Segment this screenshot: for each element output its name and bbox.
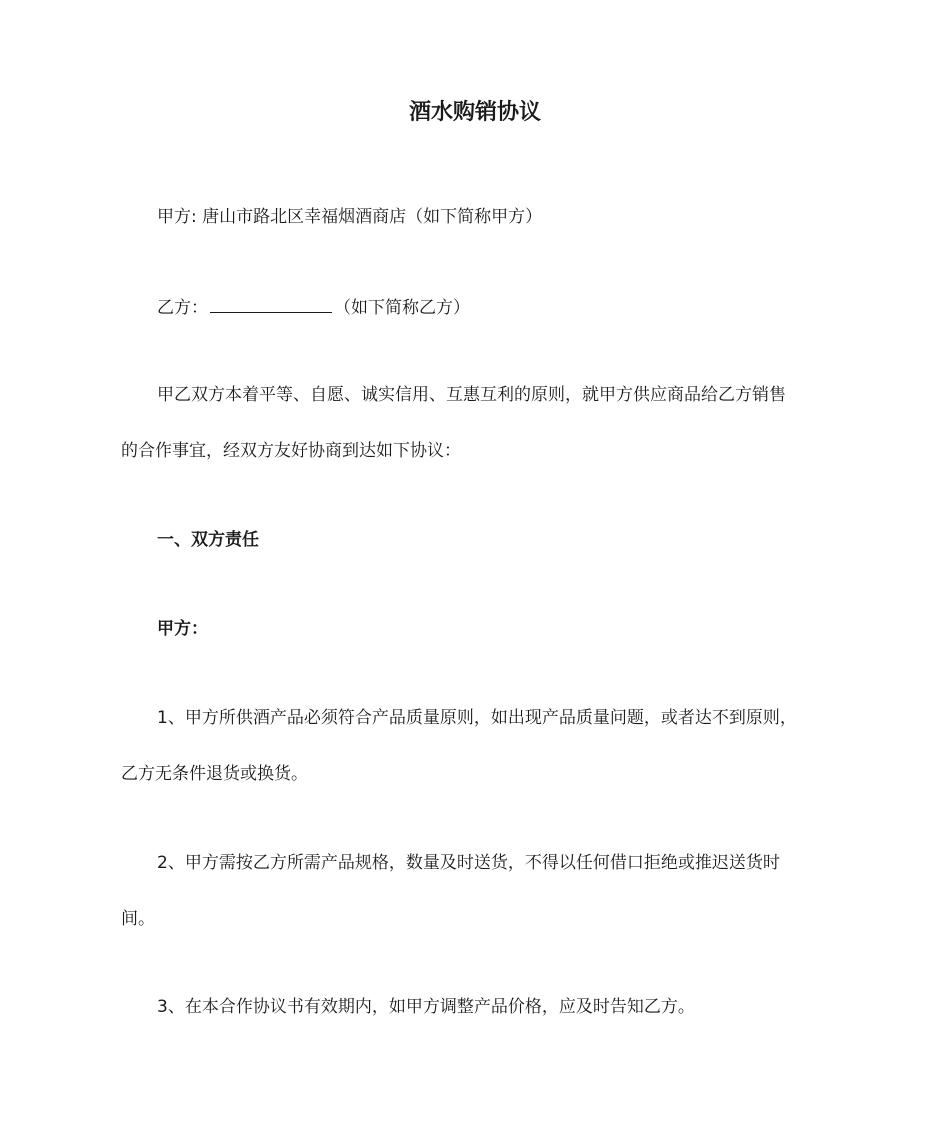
intro-line-1: 甲乙双方本着平等、自愿、诚实信用、互惠互利的原则，就甲方供应商品给乙方销售 — [157, 385, 786, 405]
item-2-line-2: 间。 — [121, 909, 155, 929]
party-a-line: 甲方: 唐山市路北区幸福烟酒商店（如下简称甲方） — [157, 207, 543, 227]
party-b-blank — [210, 294, 332, 313]
item-1-line-1: 1、甲方所供酒产品必须符合产品质量原则，如出现产品质量问题，或者达不到原则， — [157, 708, 797, 728]
party-b-line — [157, 294, 470, 320]
section-heading-responsibilities: 一、双方责任 — [157, 530, 259, 550]
item-3-line-1: 3、在本合作协议书有效期内，如甲方调整产品价格，应及时告知乙方。 — [157, 997, 695, 1017]
intro-line-2: 的合作事宜，经双方友好协商到达如下协议： — [121, 441, 461, 461]
item-2-line-1: 2、甲方需按乙方所需产品规格，数量及时送货，不得以任何借口拒绝或推迟送货时 — [157, 853, 780, 873]
document-title: 酒水购销协议 — [408, 100, 541, 125]
item-1-line-2: 乙方无条件退货或换货。 — [121, 764, 308, 784]
party-b-suffix: （如下简称乙方） — [334, 298, 470, 318]
party-b-label: 乙方： — [157, 298, 208, 318]
party-a-heading: 甲方： — [157, 619, 208, 639]
